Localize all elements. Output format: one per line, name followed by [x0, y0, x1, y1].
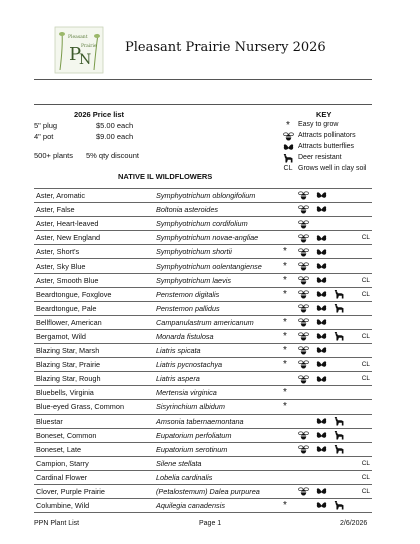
- scientific-name: Symphyotrichum cordifolium: [154, 217, 276, 231]
- svg-text:Prairie: Prairie: [81, 44, 97, 49]
- price-value: $5.00 each: [96, 121, 134, 130]
- empty-cell: [276, 217, 294, 231]
- table-row: [34, 203, 372, 217]
- empty-cell: [276, 442, 294, 456]
- table-row: [34, 484, 372, 498]
- asterisk-icon: *: [276, 400, 294, 414]
- footer-page: Page 1: [199, 520, 222, 527]
- bee-icon: [294, 484, 312, 498]
- asterisk-icon: *: [276, 344, 294, 358]
- bee-icon: [294, 442, 312, 456]
- empty-cell: [330, 231, 348, 245]
- butterfly-icon: [312, 301, 330, 315]
- price-label: 4" pot: [34, 132, 54, 141]
- butterfly-icon: [312, 484, 330, 498]
- scientific-name: Symphyotrichum novae-angliae: [154, 231, 276, 245]
- butterfly-icon: [312, 358, 330, 372]
- table-row: [34, 189, 372, 203]
- price-list-heading: 2026 Price list: [74, 110, 125, 119]
- scientific-name: Sisyrinchium albidum: [154, 400, 276, 414]
- bee-icon: [294, 273, 312, 287]
- common-name: Columbine, Wild: [34, 499, 154, 513]
- clay-label: CL: [348, 470, 372, 484]
- table-row: [34, 231, 372, 245]
- common-name: Aster, Sky Blue: [34, 259, 154, 273]
- nursery-logo: [54, 26, 104, 74]
- table-row: [34, 259, 372, 273]
- bee-icon: [282, 132, 294, 141]
- price-row: [34, 132, 194, 142]
- bee-icon: [294, 301, 312, 315]
- table-row: [34, 372, 372, 386]
- discount-label: 500+ plants: [34, 151, 73, 160]
- empty-cell: [348, 245, 372, 259]
- butterfly-icon: [312, 315, 330, 329]
- discount-row: [34, 151, 194, 161]
- empty-cell: [330, 245, 348, 259]
- clay-label: CL: [348, 372, 372, 386]
- table-row: [34, 329, 372, 343]
- plant-table: [34, 188, 372, 513]
- table-row: [34, 470, 372, 484]
- scientific-name: Campanulastrum americanum: [154, 315, 276, 329]
- empty-cell: [312, 456, 330, 470]
- bee-icon: [294, 329, 312, 343]
- bee-icon: [294, 245, 312, 259]
- key-text: Attracts pollinators: [298, 132, 356, 139]
- scientific-name: Penstemon digitalis: [154, 287, 276, 301]
- empty-cell: [294, 470, 312, 484]
- empty-cell: [348, 400, 372, 414]
- clay-label: CL: [348, 329, 372, 343]
- asterisk-icon: *: [276, 273, 294, 287]
- empty-cell: [348, 344, 372, 358]
- empty-cell: [348, 315, 372, 329]
- table-row: [34, 217, 372, 231]
- empty-cell: [294, 386, 312, 400]
- empty-cell: [276, 470, 294, 484]
- butterfly-icon: [312, 372, 330, 386]
- empty-cell: [330, 400, 348, 414]
- empty-cell: [330, 344, 348, 358]
- empty-cell: [276, 456, 294, 470]
- empty-cell: [330, 315, 348, 329]
- scientific-name: Liatris spicata: [154, 344, 276, 358]
- asterisk-icon: *: [276, 287, 294, 301]
- common-name: Blazing Star, Rough: [34, 372, 154, 386]
- price-row: [34, 121, 194, 131]
- bee-icon: [294, 287, 312, 301]
- butterfly-icon: [312, 259, 330, 273]
- empty-cell: [348, 386, 372, 400]
- page-title: Pleasant Prairie Nursery 2026: [125, 40, 326, 55]
- bee-icon: [294, 315, 312, 329]
- deer-icon: [330, 428, 348, 442]
- scientific-name: Symphyotrichum oblongifolium: [154, 189, 276, 203]
- svg-text:N: N: [79, 52, 92, 68]
- table-row: [34, 499, 372, 513]
- common-name: Cardinal Flower: [34, 470, 154, 484]
- scientific-name: Eupatorium perfoliatum: [154, 428, 276, 442]
- key-item: [282, 143, 402, 153]
- table-row: [34, 428, 372, 442]
- empty-cell: [294, 499, 312, 513]
- bee-icon: [294, 428, 312, 442]
- butterfly-icon: [312, 231, 330, 245]
- empty-cell: [348, 414, 372, 428]
- bee-icon: [294, 231, 312, 245]
- table-row: [34, 301, 372, 315]
- common-name: Blazing Star, Prairie: [34, 358, 154, 372]
- table-row: [34, 414, 372, 428]
- empty-cell: [276, 203, 294, 217]
- common-name: Bergamot, Wild: [34, 329, 154, 343]
- bee-icon: [294, 217, 312, 231]
- bee-icon: [294, 203, 312, 217]
- empty-cell: [348, 301, 372, 315]
- empty-cell: [276, 301, 294, 315]
- common-name: Beardtongue, Foxglove: [34, 287, 154, 301]
- key-text: Attracts butterflies: [298, 143, 355, 150]
- empty-cell: [276, 428, 294, 442]
- empty-cell: [330, 189, 348, 203]
- asterisk-icon: *: [276, 329, 294, 343]
- common-name: Boneset, Common: [34, 428, 154, 442]
- empty-cell: [348, 203, 372, 217]
- common-name: Aster, Heart-leaved: [34, 217, 154, 231]
- empty-cell: [348, 499, 372, 513]
- empty-cell: [312, 217, 330, 231]
- empty-cell: [330, 217, 348, 231]
- empty-cell: [294, 456, 312, 470]
- deer-icon: [330, 329, 348, 343]
- deer-icon: [282, 154, 294, 163]
- empty-cell: [312, 400, 330, 414]
- butterfly-icon: [312, 287, 330, 301]
- empty-cell: [276, 231, 294, 245]
- scientific-name: Boltonia asteroides: [154, 203, 276, 217]
- asterisk-icon: *: [276, 315, 294, 329]
- common-name: Blue-eyed Grass, Common: [34, 400, 154, 414]
- butterfly-icon: [282, 143, 294, 152]
- bee-icon: [294, 358, 312, 372]
- clay-label: CL: [348, 484, 372, 498]
- section-title: NATIVE IL WILDFLOWERS: [118, 172, 213, 181]
- common-name: Bluestar: [34, 414, 154, 428]
- common-name: Campion, Starry: [34, 456, 154, 470]
- empty-cell: [330, 259, 348, 273]
- deer-icon: [330, 414, 348, 428]
- scientific-name: Monarda fistulosa: [154, 329, 276, 343]
- common-name: Beardtongue, Pale: [34, 301, 154, 315]
- scientific-name: Penstemon pallidus: [154, 301, 276, 315]
- footer-left: PPN Plant List: [34, 520, 80, 527]
- empty-cell: [348, 189, 372, 203]
- empty-cell: [294, 414, 312, 428]
- common-name: Aster, New England: [34, 231, 154, 245]
- deer-icon: [330, 287, 348, 301]
- key-item: [282, 132, 402, 142]
- empty-cell: [330, 372, 348, 386]
- scientific-name: Silene stellata: [154, 456, 276, 470]
- clay-label: CL: [348, 456, 372, 470]
- scientific-name: Liatris aspera: [154, 372, 276, 386]
- common-name: Aster, Short's: [34, 245, 154, 259]
- deer-icon: [330, 442, 348, 456]
- scientific-name: (Petalostemum) Dalea purpurea: [154, 484, 276, 498]
- empty-cell: [330, 484, 348, 498]
- svg-text:Pleasant: Pleasant: [68, 35, 88, 40]
- table-row: [34, 315, 372, 329]
- key-item: [282, 165, 402, 175]
- table-row: [34, 358, 372, 372]
- key-item: [282, 154, 402, 164]
- empty-cell: [348, 428, 372, 442]
- key-heading: KEY: [316, 110, 332, 119]
- common-name: Blazing Star, Marsh: [34, 344, 154, 358]
- empty-cell: [330, 203, 348, 217]
- clay-label: CL: [348, 358, 372, 372]
- empty-cell: [276, 414, 294, 428]
- table-row: [34, 287, 372, 301]
- price-value: $9.00 each: [96, 132, 134, 141]
- clay-label: CL: [348, 273, 372, 287]
- scientific-name: Mertensia virginica: [154, 386, 276, 400]
- common-name: Boneset, Late: [34, 442, 154, 456]
- common-name: Aster, Smooth Blue: [34, 273, 154, 287]
- scientific-name: Symphyotrichum laevis: [154, 273, 276, 287]
- asterisk-icon: *: [276, 245, 294, 259]
- butterfly-icon: [312, 329, 330, 343]
- asterisk-icon: *: [276, 386, 294, 400]
- butterfly-icon: [312, 442, 330, 456]
- empty-cell: [276, 484, 294, 498]
- bee-icon: [294, 372, 312, 386]
- clay-label: CL: [283, 165, 293, 172]
- scientific-name: Aquilegia canadensis: [154, 499, 276, 513]
- asterisk-icon: *: [276, 358, 294, 372]
- asterisk-icon: *: [276, 499, 294, 513]
- svg-text:P: P: [69, 44, 82, 65]
- butterfly-icon: [312, 344, 330, 358]
- scientific-name: Lobelia cardinalis: [154, 470, 276, 484]
- table-row: [34, 442, 372, 456]
- empty-cell: [330, 386, 348, 400]
- key-item: [282, 121, 402, 131]
- butterfly-icon: [312, 273, 330, 287]
- table-row: [34, 400, 372, 414]
- butterfly-icon: [312, 203, 330, 217]
- empty-cell: [348, 442, 372, 456]
- key-text: Grows well in clay soil: [298, 165, 367, 172]
- table-row: [34, 386, 372, 400]
- empty-cell: [330, 470, 348, 484]
- header-divider: [34, 79, 372, 80]
- butterfly-icon: [312, 245, 330, 259]
- deer-icon: [330, 499, 348, 513]
- common-name: Bellflower, American: [34, 315, 154, 329]
- common-name: Bluebells, Virginia: [34, 386, 154, 400]
- clay-label: CL: [348, 231, 372, 245]
- empty-cell: [276, 189, 294, 203]
- scientific-name: Symphyotrichum shortii: [154, 245, 276, 259]
- scientific-name: Symphyotrichum oolentangiense: [154, 259, 276, 273]
- footer-date: 2/6/2026: [340, 520, 368, 527]
- table-row: [34, 456, 372, 470]
- key-text: Easy to grow: [298, 121, 339, 128]
- price-label: 5" plug: [34, 121, 58, 130]
- empty-cell: [312, 470, 330, 484]
- empty-cell: [330, 358, 348, 372]
- empty-cell: [294, 400, 312, 414]
- bee-icon: [294, 189, 312, 203]
- scientific-name: Liatris pycnostachya: [154, 358, 276, 372]
- top-divider: [34, 104, 372, 105]
- table-row: [34, 245, 372, 259]
- empty-cell: [312, 386, 330, 400]
- common-name: Clover, Purple Prairie: [34, 484, 154, 498]
- butterfly-icon: [312, 428, 330, 442]
- scientific-name: Amsonia tabernaemontana: [154, 414, 276, 428]
- scientific-name: Eupatorium serotinum: [154, 442, 276, 456]
- bee-icon: [294, 344, 312, 358]
- empty-cell: [348, 217, 372, 231]
- empty-cell: [330, 456, 348, 470]
- butterfly-icon: [312, 499, 330, 513]
- asterisk-icon: *: [286, 120, 290, 131]
- clay-label: CL: [348, 287, 372, 301]
- common-name: Aster, False: [34, 203, 154, 217]
- asterisk-icon: *: [276, 259, 294, 273]
- common-name: Aster, Aromatic: [34, 189, 154, 203]
- deer-icon: [330, 301, 348, 315]
- bee-icon: [294, 259, 312, 273]
- empty-cell: [276, 372, 294, 386]
- empty-cell: [348, 259, 372, 273]
- butterfly-icon: [312, 414, 330, 428]
- table-row: [34, 344, 372, 358]
- discount-value: 5% qty discount: [86, 151, 139, 160]
- key-text: Deer resistant: [298, 154, 342, 161]
- empty-cell: [330, 273, 348, 287]
- table-row: [34, 273, 372, 287]
- butterfly-icon: [312, 189, 330, 203]
